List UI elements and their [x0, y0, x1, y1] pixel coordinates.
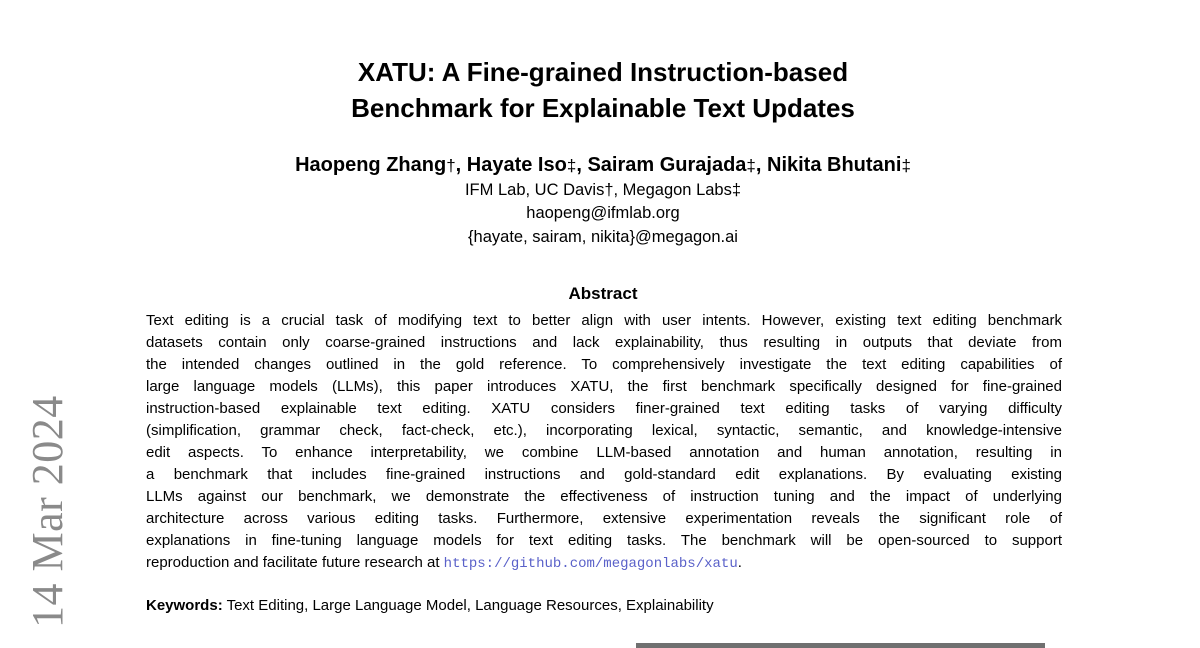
- affiliation-mark: †: [446, 156, 456, 175]
- abstract-line: Text editing is a crucial task of modifying text to better align with user intents. However, existing text editing benchmark: [146, 312, 1062, 329]
- github-repo-link[interactable]: https://github.com/megagonlabs/xatu: [443, 556, 738, 572]
- abstract-line: datasets contain only coarse-grained instructions and lack explainability, thus resulting in outputs that deviate from: [146, 334, 1062, 351]
- keywords-label: Keywords:: [146, 597, 223, 614]
- author-email-group: {hayate, sairam, nikita}@megagon.ai: [468, 228, 738, 246]
- author-name: Nikita Bhutani: [767, 154, 902, 176]
- abstract-heading: Abstract: [568, 284, 638, 303]
- paper-title-line-1: XATU: A Fine-grained Instruction-based: [357, 57, 849, 87]
- author-name: Haopeng Zhang: [295, 154, 447, 176]
- figure-top-border: [636, 643, 1045, 648]
- abstract-final-period: .: [737, 554, 742, 571]
- author-separator: ,: [455, 154, 467, 176]
- author-list: [0, 151, 1200, 180]
- abstract-body: [146, 310, 1062, 574]
- author-name: Hayate Iso: [466, 154, 567, 176]
- abstract-line: large language models (LLMs), this paper introduces XATU, the first benchmark specifically designed for fine-grained: [146, 378, 1062, 395]
- abstract-line: edit aspects. To enhance interpretability, we combine LLM-based annotation and human annotation, resulting in: [146, 444, 1062, 461]
- abstract-line: a benchmark that includes fine-grained instructions and gold-standard edit explanations. By evaluating existing: [146, 466, 1062, 483]
- affiliation-mark: ‡: [901, 156, 911, 175]
- affiliation-mark: ‡: [566, 156, 577, 175]
- abstract-last-line-text: reproduction and facilitate future research at: [146, 554, 444, 571]
- author-name: Sairam Gurajada: [587, 154, 747, 176]
- author-separator: ,: [755, 154, 767, 176]
- keywords: [146, 595, 714, 617]
- abstract-line: (simplification, grammar check, fact-check, etc.), incorporating lexical, syntactic, semantic, and knowledge-intensive: [146, 422, 1062, 439]
- abstract-line: the intended changes outlined in the gold reference. To comprehensively investigate the text editing capabilities of: [146, 356, 1062, 373]
- abstract-line: architecture across various editing tasks. Furthermore, extensive experimentation reveals the significant role of: [146, 510, 1062, 527]
- author-email: haopeng@ifmlab.org: [526, 204, 680, 222]
- abstract-last-line: [146, 552, 1062, 574]
- affiliation-institutions: IFM Lab, UC Davis†, Megagon Labs‡: [464, 181, 742, 199]
- arxiv-date-stamp: 14 Mar 2024: [23, 395, 72, 628]
- affiliation-mark: ‡: [746, 156, 756, 175]
- author-separator: ,: [576, 154, 588, 176]
- abstract-line: instruction-based explainable text editing. XATU considers finer-grained text editing tasks of varying difficulty: [146, 400, 1062, 417]
- paper-title-line-2: Benchmark for Explainable Text Updates: [351, 93, 855, 123]
- keywords-text: Text Editing, Large Language Model, Language Resources, Explainability: [222, 597, 714, 614]
- abstract-line: LLMs against our benchmark, we demonstrate the effectiveness of instruction tuning and the impact of underlying: [146, 488, 1062, 505]
- abstract-line: explanations in fine-tuning language models for text editing tasks. The benchmark will be open-sourced to support: [146, 532, 1062, 549]
